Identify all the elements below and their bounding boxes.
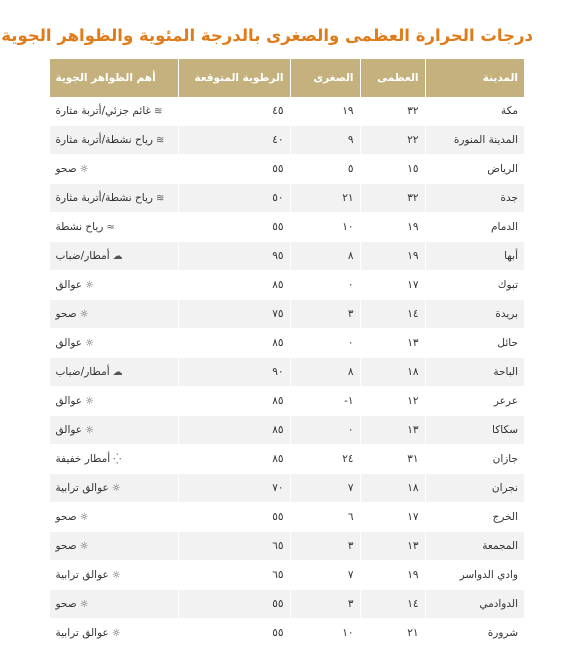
cell-city: الدمام — [425, 213, 524, 242]
table-row — [49, 155, 524, 184]
cell-max: ١٧ — [360, 271, 425, 300]
cell-city: عرعر — [425, 387, 524, 416]
cell-weather — [49, 474, 178, 503]
table-row — [49, 271, 524, 300]
table-row — [49, 242, 524, 271]
cell-weather — [49, 329, 178, 358]
table-row — [49, 532, 524, 561]
weather-label: رياح نشطة/أتربة مثارة — [55, 134, 153, 147]
cell-humidity: ٤٠ — [178, 126, 290, 155]
cell-max: ١٢ — [360, 387, 425, 416]
sun-icon: ☼ — [79, 598, 89, 610]
weather-label: عوالق — [55, 337, 83, 350]
table-row — [49, 97, 524, 126]
table-row — [49, 184, 524, 213]
dust-icon: ≋ — [155, 134, 165, 146]
table-row — [49, 445, 524, 474]
weather-label: أمطار/ضباب — [55, 366, 110, 379]
cell-max: ٢٢ — [360, 126, 425, 155]
sun-icon: ☼ — [79, 540, 89, 552]
cell-humidity: ٥٥ — [178, 619, 290, 648]
cell-max: ١٩ — [360, 242, 425, 271]
weather-label: صحو — [55, 598, 77, 611]
page-header — [1, 18, 543, 52]
cell-max: ١٨ — [360, 474, 425, 503]
cell-humidity: ٥٥ — [178, 155, 290, 184]
cell-city: الباحة — [425, 358, 524, 387]
cell-max: ١٧ — [360, 503, 425, 532]
cell-city: مكة — [425, 97, 524, 126]
cell-city: سكاكا — [425, 416, 524, 445]
cell-weather — [49, 126, 178, 155]
wind-icon: ≈ — [106, 221, 115, 233]
weather-label: عوالق ترابية — [55, 627, 109, 640]
sun-icon: ☼ — [79, 163, 89, 175]
cell-humidity: ٥٥ — [178, 503, 290, 532]
cell-weather — [49, 213, 178, 242]
cell-weather — [49, 503, 178, 532]
cell-min: ٠ — [290, 271, 360, 300]
table-row — [49, 213, 524, 242]
weather-label: عوالق — [55, 424, 83, 437]
page-title: درجات الحرارة العظمى والصغرى بالدرجة المئوية والظواهر الجوية — [1, 25, 533, 45]
table-row — [49, 358, 524, 387]
weather-label: صحو — [55, 540, 77, 553]
header-weather: أهم الظواهر الجوية — [49, 59, 178, 97]
sun-icon: ☼ — [79, 511, 89, 523]
cell-city: المدينة المنورة — [425, 126, 524, 155]
table-row — [49, 126, 524, 155]
cell-max: ١٣ — [360, 416, 425, 445]
cell-weather — [49, 445, 178, 474]
cell-max: ٢١ — [360, 619, 425, 648]
cell-city: الدوادمي — [425, 590, 524, 619]
table-row — [49, 503, 524, 532]
cell-weather — [49, 184, 178, 213]
cell-min: ٣ — [290, 532, 360, 561]
table-row — [49, 300, 524, 329]
cell-max: ١٥ — [360, 155, 425, 184]
cell-city: حائل — [425, 329, 524, 358]
header-max: العظمى — [360, 59, 425, 97]
cell-humidity: ٩٥ — [178, 242, 290, 271]
cell-city: جدة — [425, 184, 524, 213]
cell-city: جازان — [425, 445, 524, 474]
cell-city: المجمعة — [425, 532, 524, 561]
weather-label: صحو — [55, 511, 77, 524]
cell-max: ٣١ — [360, 445, 425, 474]
cell-min: ٨ — [290, 242, 360, 271]
cell-humidity: ٤٥ — [178, 97, 290, 126]
cell-min: ٣ — [290, 590, 360, 619]
cell-humidity: ٥٥ — [178, 213, 290, 242]
cell-city: شرورة — [425, 619, 524, 648]
weather-label: رياح نشطة — [55, 221, 104, 234]
table-row — [49, 329, 524, 358]
weather-label: عوالق ترابية — [55, 569, 109, 582]
sun-haze-icon: ☼ — [85, 395, 95, 407]
cell-max: ١٩ — [360, 561, 425, 590]
cell-min: ١٠ — [290, 213, 360, 242]
cell-humidity: ٨٥ — [178, 271, 290, 300]
sun-haze-icon: ☼ — [111, 627, 121, 639]
cell-humidity: ٩٠ — [178, 358, 290, 387]
weather-label: صحو — [55, 308, 77, 321]
table-body — [49, 97, 524, 648]
weather-label: رياح نشطة/أتربة مثارة — [55, 192, 153, 205]
cell-weather — [49, 300, 178, 329]
cell-humidity: ٥٥ — [178, 590, 290, 619]
weather-label: أمطار/ضباب — [55, 250, 110, 263]
light-rain-icon: ⁛ — [113, 453, 122, 465]
cell-city: نجران — [425, 474, 524, 503]
cell-max: ١٨ — [360, 358, 425, 387]
cell-city: أبها — [425, 242, 524, 271]
dust-icon: ≋ — [154, 105, 163, 117]
cell-min: ٨ — [290, 358, 360, 387]
weather-label: عوالق ترابية — [55, 482, 109, 495]
cell-min: ١- — [290, 387, 360, 416]
rain-cloud-icon: ☁ — [112, 366, 123, 378]
header-city: المدينة — [425, 59, 524, 97]
cell-weather — [49, 97, 178, 126]
header-min: الصغرى — [290, 59, 360, 97]
sun-icon: ☼ — [79, 308, 89, 320]
cell-min: ٧ — [290, 561, 360, 590]
table-row — [49, 474, 524, 503]
weather-label: صحو — [55, 163, 77, 176]
cell-humidity: ٧٠ — [178, 474, 290, 503]
weather-label: أمطار خفيفة — [55, 453, 111, 466]
sun-haze-icon: ☼ — [111, 482, 121, 494]
sun-haze-icon: ☼ — [85, 424, 95, 436]
weather-label: عوالق — [55, 279, 83, 292]
cell-max: ١٣ — [360, 329, 425, 358]
table-row — [49, 416, 524, 445]
cell-weather — [49, 561, 178, 590]
sun-haze-icon: ☼ — [85, 279, 95, 291]
cell-max: ٣٢ — [360, 97, 425, 126]
table-row — [49, 619, 524, 648]
cell-weather — [49, 155, 178, 184]
table-row — [49, 387, 524, 416]
weather-table-container — [49, 59, 524, 648]
cell-weather — [49, 590, 178, 619]
weather-table — [49, 59, 525, 648]
cell-max: ١٤ — [360, 300, 425, 329]
cell-humidity: ٧٥ — [178, 300, 290, 329]
sun-haze-icon: ☼ — [111, 569, 121, 581]
cell-min: ١٩ — [290, 97, 360, 126]
cell-weather — [49, 619, 178, 648]
cell-min: ٩ — [290, 126, 360, 155]
header-humidity: الرطوبة المتوقعة — [178, 59, 290, 97]
cell-min: ٢١ — [290, 184, 360, 213]
cell-humidity: ٨٥ — [178, 445, 290, 474]
cell-weather — [49, 416, 178, 445]
cell-humidity: ٥٠ — [178, 184, 290, 213]
cell-city: الخرج — [425, 503, 524, 532]
cell-city: وادي الدواسر — [425, 561, 524, 590]
cell-min: ٥ — [290, 155, 360, 184]
cell-min: ٦ — [290, 503, 360, 532]
cell-humidity: ٨٥ — [178, 416, 290, 445]
weather-label: غائم جزئي/أتربة مثارة — [55, 105, 152, 118]
table-row — [49, 590, 524, 619]
cell-min: ٠ — [290, 329, 360, 358]
cell-max: ١٩ — [360, 213, 425, 242]
cell-humidity: ٨٥ — [178, 387, 290, 416]
cell-min: ٠ — [290, 416, 360, 445]
cell-weather — [49, 271, 178, 300]
cell-city: بريدة — [425, 300, 524, 329]
table-header-row — [49, 59, 524, 97]
cell-city: الرياض — [425, 155, 524, 184]
cell-max: ١٣ — [360, 532, 425, 561]
cell-weather — [49, 532, 178, 561]
cell-min: ٧ — [290, 474, 360, 503]
weather-label: عوالق — [55, 395, 83, 408]
cell-weather — [49, 242, 178, 271]
cell-humidity: ٨٥ — [178, 329, 290, 358]
cell-max: ١٤ — [360, 590, 425, 619]
cell-max: ٣٢ — [360, 184, 425, 213]
cell-min: ٣ — [290, 300, 360, 329]
cell-weather — [49, 358, 178, 387]
sun-haze-icon: ☼ — [85, 337, 95, 349]
cell-city: تبوك — [425, 271, 524, 300]
cell-min: ١٠ — [290, 619, 360, 648]
cell-humidity: ٦٥ — [178, 561, 290, 590]
cell-min: ٢٤ — [290, 445, 360, 474]
rain-cloud-icon: ☁ — [112, 250, 123, 262]
cell-humidity: ٦٥ — [178, 532, 290, 561]
table-row — [49, 561, 524, 590]
dust-icon: ≋ — [155, 192, 165, 204]
cell-weather — [49, 387, 178, 416]
